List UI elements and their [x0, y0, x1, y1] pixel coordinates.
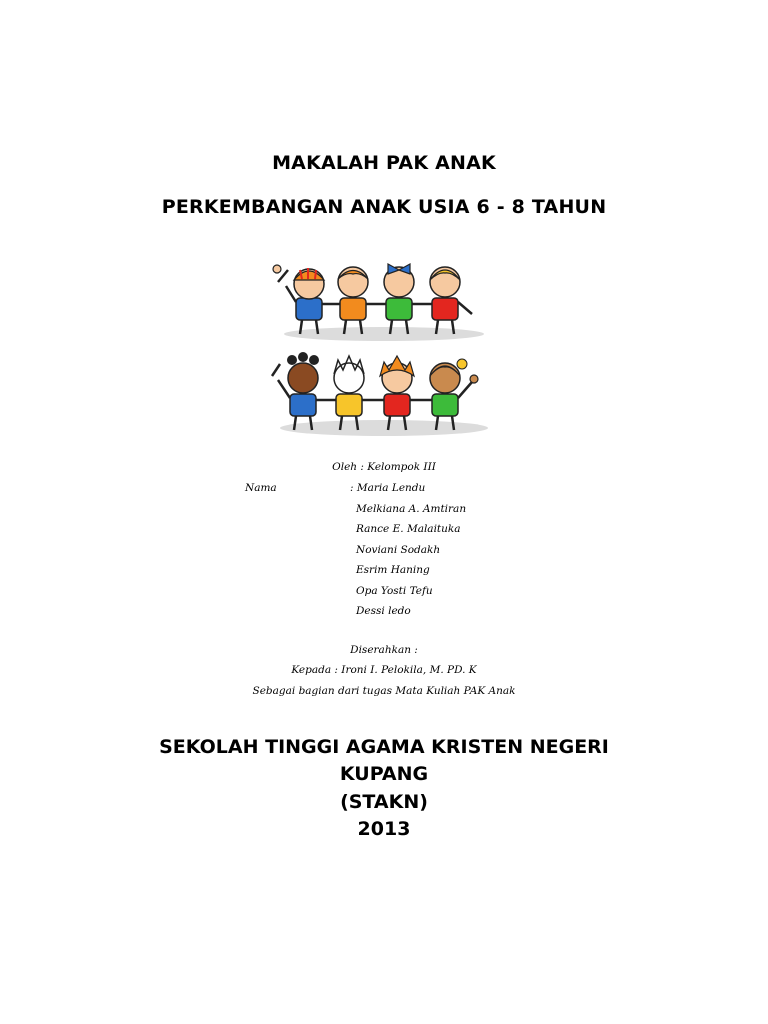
member-name: Esrim Haning — [356, 564, 430, 576]
member-name: Melkiana A. Amtiran — [356, 503, 467, 515]
child-figure — [412, 267, 472, 334]
document-subtitle: PERKEMBANGAN ANAK USIA 6 - 8 TAHUN — [161, 196, 607, 218]
member-name: Dessi ledo — [356, 605, 411, 617]
document-year: 2013 — [357, 818, 411, 840]
group-line: Oleh : Kelompok III — [332, 461, 436, 473]
member-name: Rance E. Malaituka — [356, 523, 461, 535]
kepada-line: Kepada : Ironi I. Pelokila, M. PD. K — [291, 664, 477, 676]
child-figure — [322, 267, 368, 334]
child-figure — [366, 264, 414, 334]
child-figure — [273, 265, 324, 334]
child-figure — [410, 359, 478, 430]
nama-label: Nama — [245, 482, 277, 494]
member-name: : Maria Lendu — [350, 482, 426, 494]
diserahkan-label: Diserahkan : — [350, 644, 418, 656]
course-line: Sebagai bagian dari tugas Mata Kuliah PAK Anak — [252, 685, 516, 697]
member-name: Noviani Sodakh — [356, 544, 441, 556]
child-figure — [362, 356, 414, 430]
document-title: MAKALAH PAK ANAK — [272, 152, 496, 174]
child-figure — [272, 352, 319, 430]
child-figure — [316, 356, 364, 430]
institution-abbreviation: (STAKN) — [340, 791, 428, 813]
institution-name: SEKOLAH TINGGI AGAMA KRISTEN NEGERI — [159, 736, 609, 758]
institution-city: KUPANG — [339, 763, 429, 785]
children-holding-hands-illustration — [258, 252, 510, 444]
member-name: Opa Yosti Tefu — [356, 585, 433, 597]
